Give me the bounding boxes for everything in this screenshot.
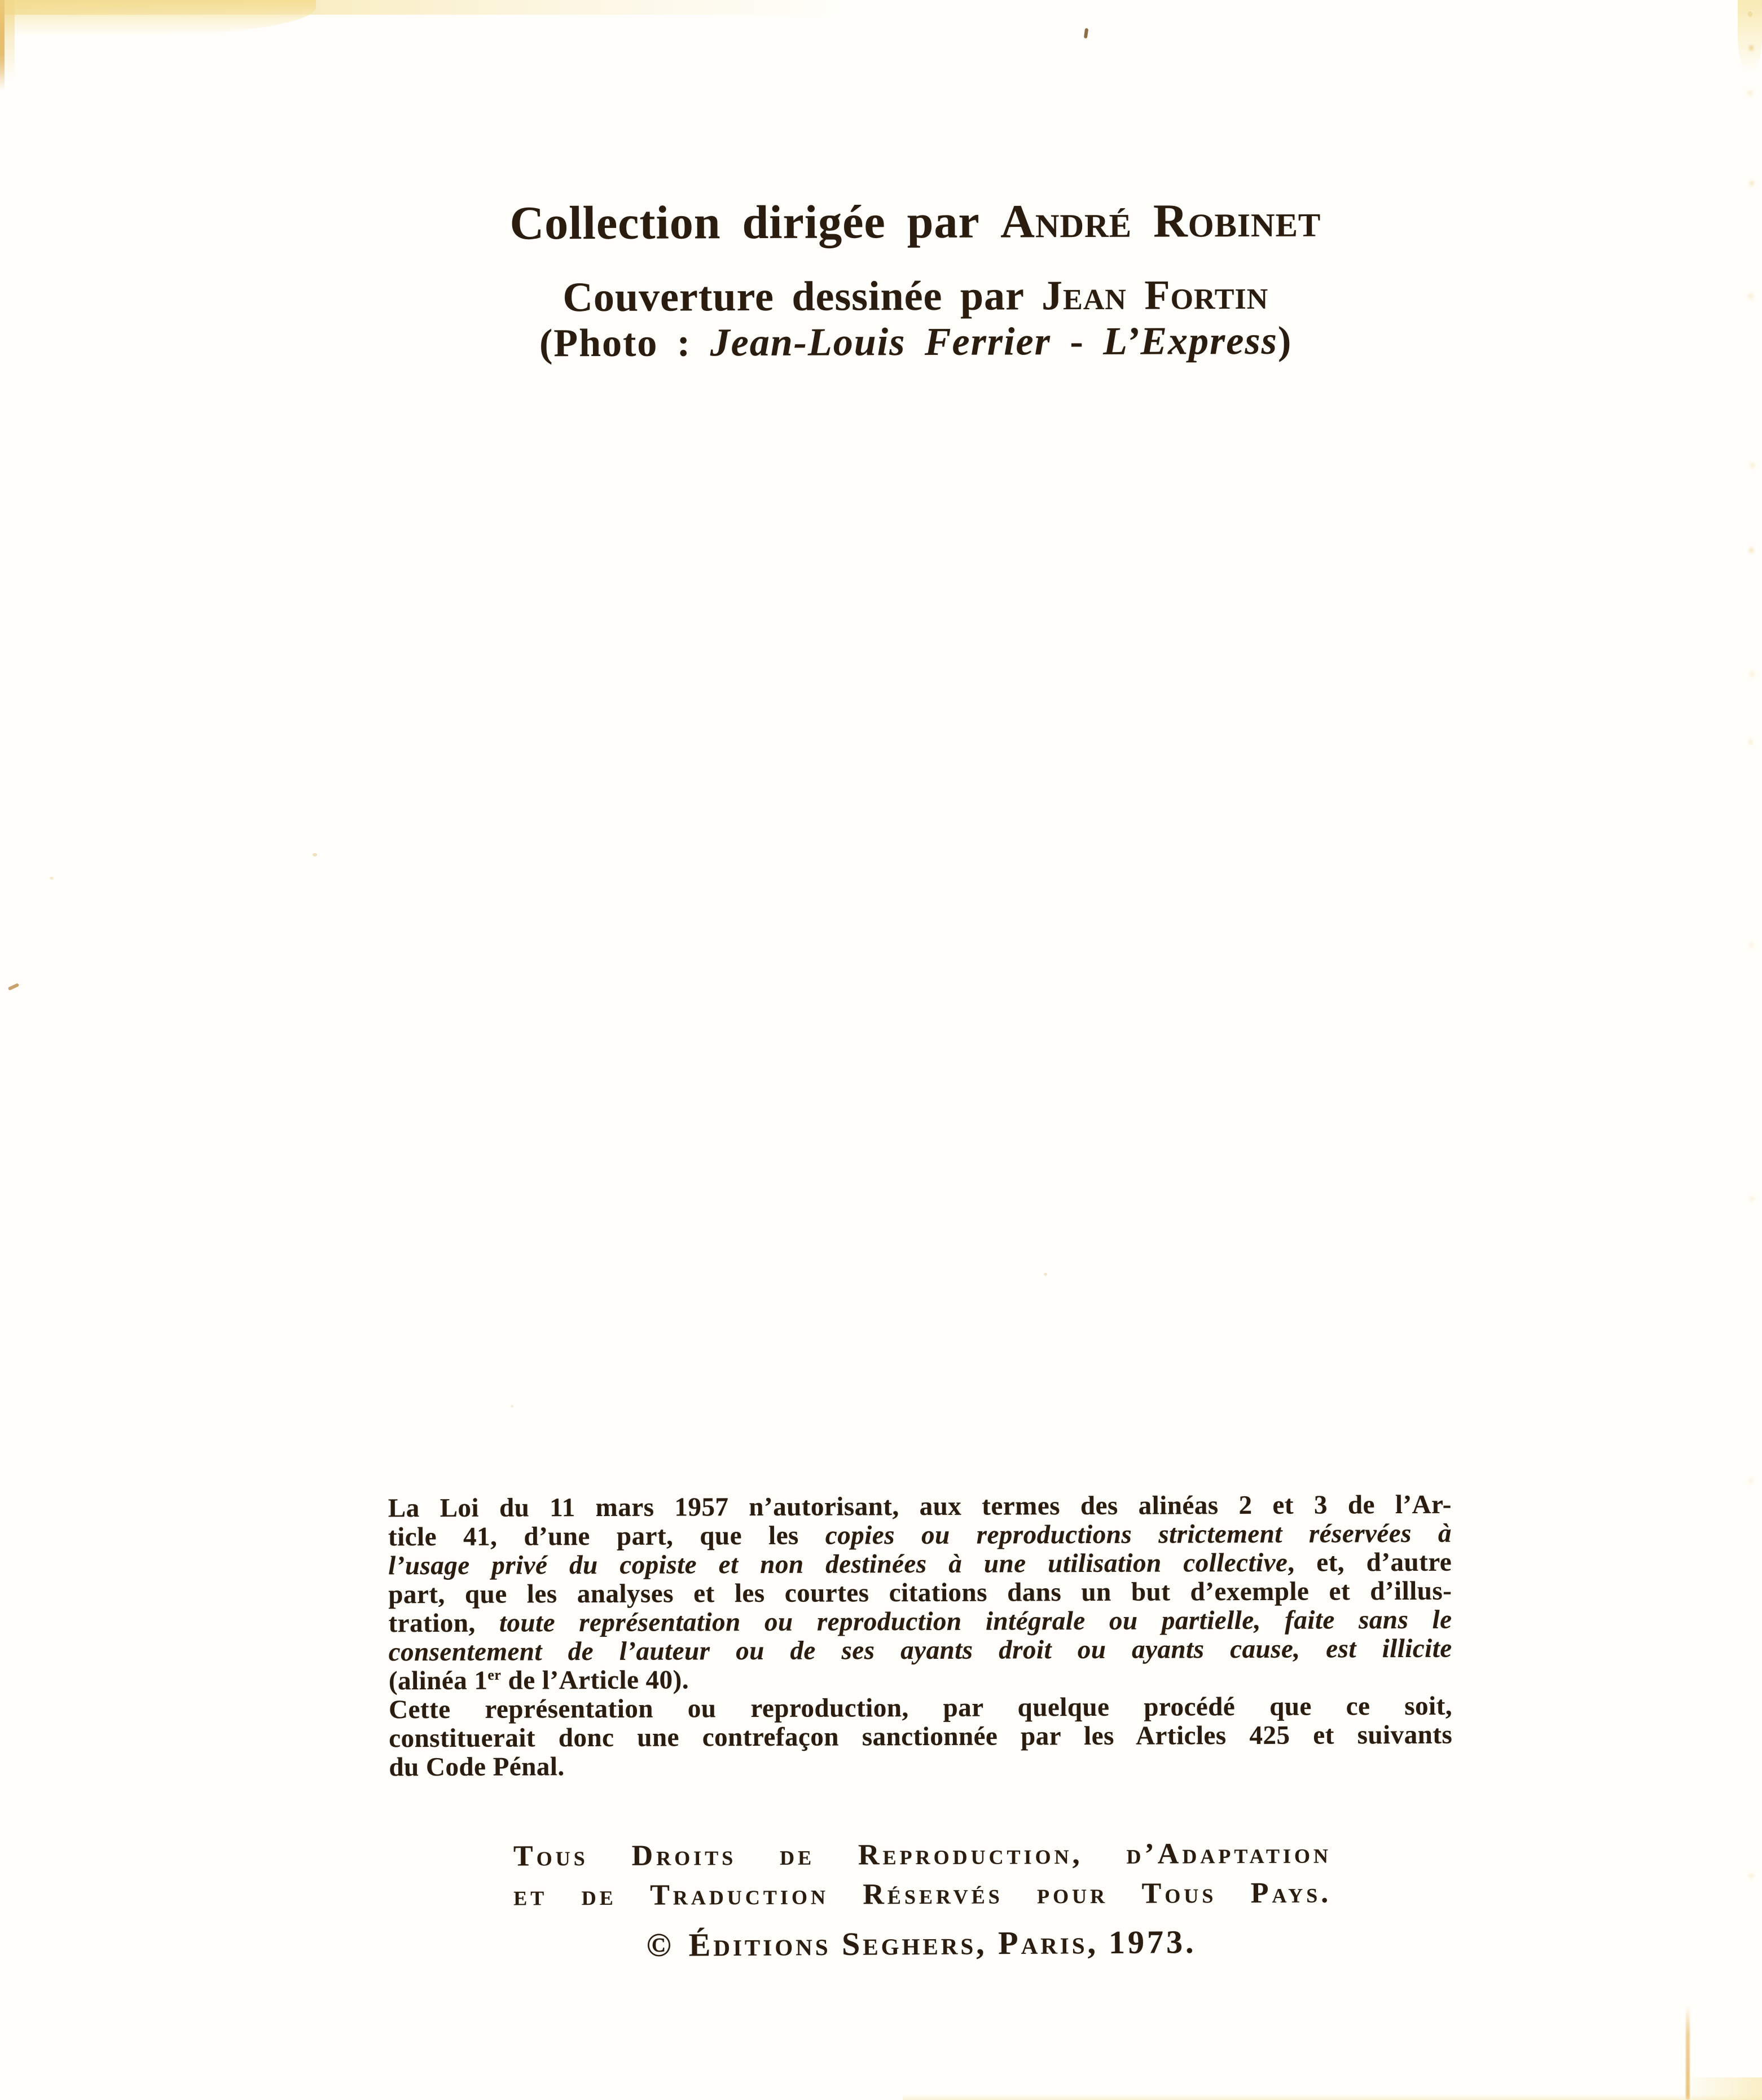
rights-line-2: et de Traduction Réservés pour Tous Pays. (513, 1877, 1332, 1912)
photo-credit-close: ) (1277, 319, 1293, 363)
legal-line: part, que les analyses et les courtes citations dans un but d’exemple et d’illus- (388, 1576, 1452, 1610)
scan-artifact-dust-speck (50, 877, 54, 880)
legal-line: La Loi du 11 mars 1957 n’autorisant, aux termes des alinéas 2 et 3 de l’Ar- (388, 1490, 1452, 1523)
superscript-ordinal: er (487, 1666, 502, 1684)
photo-credit-line (384, 321, 1448, 364)
legal-line: Cette représentation ou reproduction, par quelque procédé que ce soit, (388, 1691, 1453, 1725)
page-content (383, 0, 1454, 2100)
publisher-name: Éditions Seghers, Paris, (688, 1924, 1099, 1963)
legal-line: du Code Pénal. (389, 1752, 565, 1782)
legal-line: ticle 41, d’une part, que les copies ou reproductions strictement réservées à (388, 1518, 1452, 1552)
legal-line: consentement de l’auteur ou de ses ayants droit ou ayants cause, est illicite (388, 1633, 1452, 1667)
photo-credit-separator: - (1051, 319, 1104, 364)
scan-artifact-left-dash-mark (8, 983, 20, 991)
scan-artifact-left-edge-line (0, 0, 5, 90)
collection-credit-prefix: Collection dirigée par (509, 195, 1001, 250)
scan-artifact-bottom-right-fold-line (1686, 2006, 1690, 2100)
collection-director-name: André Robinet (1000, 194, 1321, 248)
scan-artifact-top-left-blotch (0, 0, 316, 36)
legal-text (388, 1491, 1453, 1782)
legal-line: l’usage privé du copiste et non destinées à une utilisation collective, et, d’autre (388, 1547, 1452, 1581)
photo-credit-open: (Photo : (539, 321, 710, 366)
legal-line: (alinéa 1er de l’Article 40). (388, 1665, 689, 1696)
scan-artifact-top-right-smudge (1738, 0, 1762, 73)
copyright-year: 1973. (1108, 1923, 1197, 1961)
photo-credit-photographer: Jean-Louis Ferrier (710, 320, 1052, 365)
cover-designer-name: Jean Fortin (1041, 271, 1269, 319)
cover-credit-line (384, 271, 1447, 321)
cover-credit-prefix: Couverture dessinée par (563, 273, 1042, 321)
scan-artifact-left-edge-strip (0, 0, 15, 79)
legal-line: tration, toute représentation ou reproduction intégrale ou partielle, faite sans le (388, 1605, 1452, 1638)
copyright-line (389, 1923, 1453, 1963)
legal-line: constituerait donc une contrefaçon sanctionnée par les Articles 425 et suivants (389, 1720, 1453, 1754)
photo-credit-source: L’Express (1103, 319, 1278, 363)
scan-artifact-bottom-right-corner (1683, 2077, 1762, 2100)
scan-artifact-dust-speck (313, 853, 317, 856)
copyright-icon: © (646, 1926, 674, 1963)
collection-credit-line (384, 194, 1447, 250)
scan-artifact-right-edge-speckles (1748, 11, 1752, 17)
rights-line-1: Tous Droits de Reproduction, d’Adaptation (513, 1837, 1332, 1873)
